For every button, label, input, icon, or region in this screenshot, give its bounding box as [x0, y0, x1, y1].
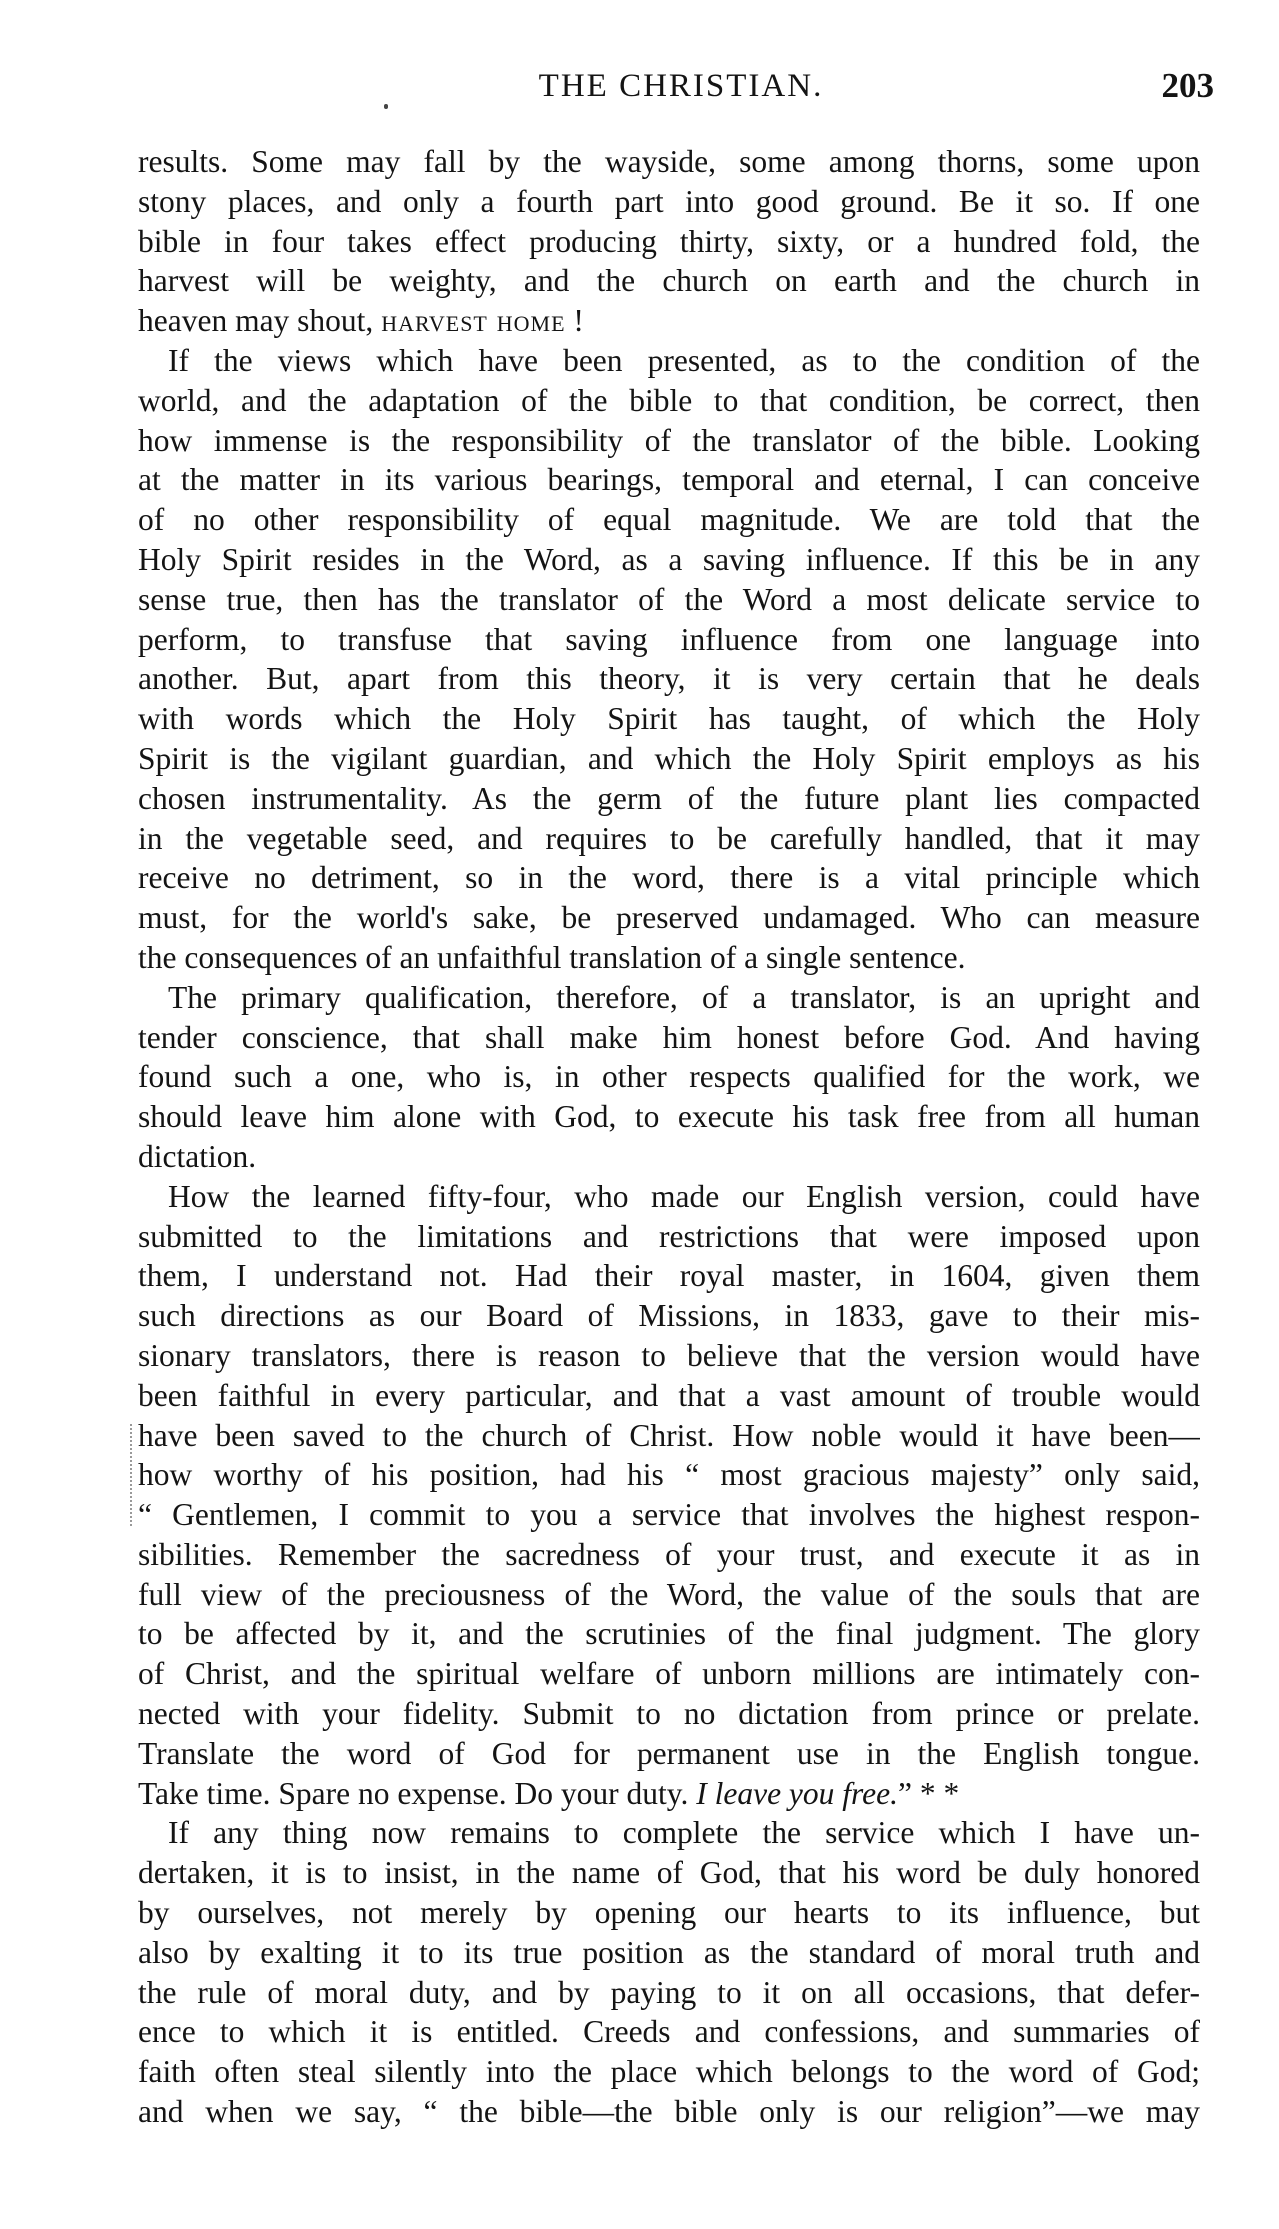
line-text: bible in four takes effect producing thirty, sixty, or a hundred fold, the — [138, 223, 1200, 259]
line-text: nected with your fidelity. Submit to no dictation from prince or prelate. — [138, 1696, 1200, 1732]
text-line — [138, 1018, 1200, 1058]
text-line — [138, 659, 1200, 699]
text-line — [138, 301, 1200, 341]
line-text: found such a one, who is, in other respects qualified for the work, we — [138, 1059, 1200, 1095]
line-text: in the vegetable seed, and requires to be carefully handled, that it may — [138, 820, 1200, 856]
body-text — [138, 142, 1200, 2132]
line-text: Spirit is the vigilant guardian, and which the Holy Spirit employs as his — [138, 740, 1200, 776]
text-line — [138, 1495, 1200, 1535]
line-text: also by exalting it to its true position as the standard of moral truth and — [138, 1934, 1200, 1970]
text-line — [138, 500, 1200, 540]
line-text: been faithful in every particular, and that a vast amount of trouble would — [138, 1377, 1200, 1413]
text-line — [138, 1177, 1200, 1217]
text-line — [138, 261, 1200, 301]
line-text: them, I understand not. Had their royal master, in 1604, given them — [138, 1258, 1200, 1294]
text-line — [138, 1137, 1200, 1177]
text-line — [138, 580, 1200, 620]
text-line — [138, 1097, 1200, 1137]
line-text: If any thing now remains to complete the service which I have un- — [168, 1815, 1200, 1851]
line-text: Holy Spirit resides in the Word, as a saving influence. If this be in any — [138, 541, 1200, 577]
line-text: have been saved to the church of Christ. How noble would it have been— — [138, 1417, 1200, 1453]
text-line — [138, 1933, 1200, 1973]
line-text: of Christ, and the spiritual welfare of unborn millions are intimately con- — [138, 1656, 1200, 1692]
text-line — [138, 1256, 1200, 1296]
text-line — [138, 222, 1200, 262]
running-title: THE CHRISTIAN. — [538, 68, 824, 104]
text-line — [138, 739, 1200, 779]
line-text: faith often steal silently into the place which belongs to the word of God; — [138, 2054, 1200, 2090]
line-text: receive no detriment, so in the word, there is a vital principle which — [138, 860, 1200, 896]
line-text: ence to which it is entitled. Creeds and confessions, and summaries of — [138, 2014, 1200, 2050]
text-line — [138, 1813, 1200, 1853]
text-line — [138, 182, 1200, 222]
line-text: stony places, and only a fourth part into good ground. Be it so. If one — [138, 183, 1200, 219]
line-text: sibilities. Remember the sacredness of your trust, and execute it as in — [138, 1536, 1200, 1572]
ink-speck — [384, 104, 388, 109]
italic-phrase: I leave you free. — [696, 1775, 898, 1811]
text-line — [138, 421, 1200, 461]
line-text: the consequences of an unfaithful translation of a single sentence. — [138, 939, 966, 975]
text-line — [138, 620, 1200, 660]
line-text: with words which the Holy Spirit has taught, of which the Holy — [138, 701, 1200, 737]
text-line — [138, 142, 1200, 182]
line-text: such directions as our Board of Missions, in 1833, gave to their mis- — [138, 1298, 1200, 1334]
text-line — [138, 699, 1200, 739]
text-line — [138, 779, 1200, 819]
line-text: must, for the world's sake, be preserved undamaged. Who can measure — [138, 900, 1200, 936]
line-text: Take time. Spare no expense. Do your duty. — [138, 1775, 697, 1811]
line-text: results. Some may fall by the wayside, some among thorns, some upon — [138, 144, 1200, 179]
line-text: how immense is the responsibility of the translator of the bible. Looking — [138, 422, 1200, 458]
text-line — [138, 1734, 1200, 1774]
line-text: world, and the adaptation of the bible to that condition, be correct, then — [138, 382, 1200, 418]
text-line — [138, 341, 1200, 381]
text-line — [138, 1575, 1200, 1615]
text-line — [138, 1694, 1200, 1734]
line-text: sense true, then has the translator of the Word a most delicate service to — [138, 581, 1200, 617]
text-line — [138, 1336, 1200, 1376]
line-text: of no other responsibility of equal magnitude. We are told that the — [138, 502, 1200, 538]
line-text: dertaken, it is to insist, in the name of God, that his word be duly honored — [138, 1855, 1200, 1891]
text-line — [138, 938, 1200, 978]
text-line — [138, 1057, 1200, 1097]
line-text: heaven may shout, — [138, 303, 382, 339]
text-line — [138, 1973, 1200, 2013]
line-text: If the views which have been presented, as to the condition of the — [168, 342, 1200, 378]
line-text: sionary translators, there is reason to believe that the version would have — [138, 1337, 1200, 1373]
text-line — [138, 2092, 1200, 2132]
line-text: chosen instrumentality. As the germ of the future plant lies compacted — [138, 780, 1200, 816]
line-text: Translate the word of God for permanent use in the English tongue. — [138, 1735, 1200, 1771]
page-number: 203 — [1161, 66, 1214, 105]
line-text: and when we say, “ the bible—the bible only is our religion”—we may — [138, 2094, 1200, 2130]
text-line — [138, 978, 1200, 1018]
small-caps-phrase: harvest home — [381, 303, 566, 339]
text-line — [138, 898, 1200, 938]
text-line — [138, 540, 1200, 580]
line-text: “ Gentlemen, I commit to you a service that involves the highest respon- — [138, 1497, 1200, 1533]
running-head — [148, 64, 1214, 108]
line-ending: ! — [565, 303, 584, 339]
text-line — [138, 460, 1200, 500]
line-text: harvest will be weighty, and the church on earth and the church in — [138, 263, 1200, 299]
text-line — [138, 1455, 1200, 1495]
margin-mark — [130, 1424, 134, 1526]
line-text: should leave him alone with God, to execute his task free from all human — [138, 1099, 1200, 1135]
text-line — [138, 1774, 1200, 1814]
text-line — [138, 1535, 1200, 1575]
text-line — [138, 1217, 1200, 1257]
text-line — [138, 1614, 1200, 1654]
text-line — [138, 381, 1200, 421]
text-line — [138, 1654, 1200, 1694]
line-ending: ” * * — [897, 1775, 960, 1811]
text-line — [138, 1416, 1200, 1456]
line-text: submitted to the limitations and restrictions that were imposed upon — [138, 1218, 1200, 1254]
line-text: dictation. — [138, 1138, 257, 1174]
line-text: at the matter in its various bearings, temporal and eternal, I can conceive — [138, 462, 1200, 498]
text-line — [138, 1853, 1200, 1893]
line-text: another. But, apart from this theory, it is very certain that he deals — [138, 661, 1200, 697]
text-line — [138, 2052, 1200, 2092]
line-text: how worthy of his position, had his “ most gracious majesty” only said, — [138, 1457, 1200, 1493]
line-text: The primary qualification, therefore, of a translator, is an upright and — [168, 979, 1200, 1015]
line-text: How the learned fifty-four, who made our English version, could have — [168, 1178, 1200, 1214]
line-text: by ourselves, not merely by opening our hearts to its influence, but — [138, 1895, 1200, 1931]
text-line — [138, 2012, 1200, 2052]
line-text: to be affected by it, and the scrutinies of the final judgment. The glory — [138, 1616, 1200, 1652]
text-line — [138, 1893, 1200, 1933]
text-line — [138, 858, 1200, 898]
text-line — [138, 819, 1200, 859]
line-text: perform, to transfuse that saving influence from one language into — [138, 621, 1200, 657]
text-line — [138, 1376, 1200, 1416]
text-line — [138, 1296, 1200, 1336]
line-text: full view of the preciousness of the Word, the value of the souls that are — [138, 1576, 1200, 1612]
line-text: tender conscience, that shall make him honest before God. And having — [138, 1019, 1200, 1055]
line-text: the rule of moral duty, and by paying to it on all occasions, that defer- — [138, 1974, 1200, 2010]
